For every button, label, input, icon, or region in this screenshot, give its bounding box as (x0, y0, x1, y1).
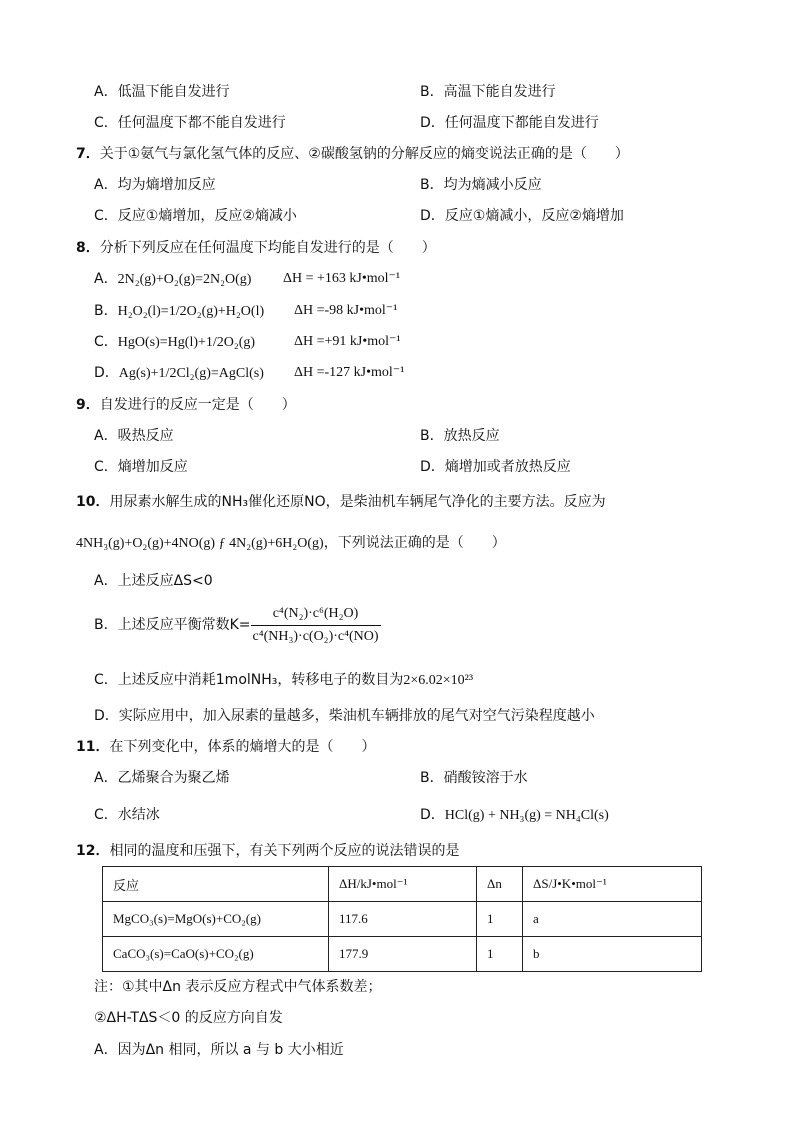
question-number: 10． (76, 494, 110, 510)
table-cell: 117.6 (329, 902, 477, 937)
table-cell: 177.9 (329, 937, 477, 972)
question-stem-tail: ，下列说法正确的是（ ） (323, 535, 506, 551)
q8-option-d (94, 363, 264, 384)
q9-option-b: B．放热反应 (420, 428, 500, 444)
q8-option-c (94, 332, 255, 353)
q10-option-d: D．实际应用中，加入尿素的量越多，柴油机车辆排放的尾气对空气污染程度越小 (94, 708, 595, 724)
question-stem: 自发进行的反应一定是（ ） (99, 397, 296, 413)
table-header: 反应 (103, 867, 329, 902)
q7-option-c: C．反应①熵增加，反应②熵减小 (94, 208, 297, 224)
q11-question (76, 737, 375, 757)
option-label: D． (420, 807, 445, 823)
q11-option-d (420, 805, 609, 826)
q6-option-c: C．任何温度下都不能自发进行 (94, 115, 286, 131)
q10-option-a: A．上述反应ΔS<0 (94, 573, 213, 589)
q8-option-a-enthalpy: ΔH = +163 kJ•mol⁻¹ (283, 271, 401, 286)
q6-option-a: A．低温下能自发进行 (94, 84, 230, 100)
table-row (103, 902, 702, 937)
chemical-equation: HCl(g) + NH₃(g) = NH₄Cl(s) (444, 808, 609, 823)
chemical-equation: H₂O₂(l)=1/2O₂(g)+H₂O(l) (117, 304, 265, 319)
question-stem: 在下列变化中，体系的熵增大的是（ ） (109, 739, 376, 755)
option-text: B．上述反应平衡常数K= (94, 617, 251, 633)
q10-option-c (94, 670, 473, 691)
fraction-numerator: c⁴(N₂)·c⁶(H₂O) (251, 604, 381, 626)
chemical-equation: HgO(s)=Hg(l)+1/2O₂(g) (117, 335, 256, 350)
q7-option-b: B．均为熵减小反应 (420, 177, 542, 193)
q12-note-2: ②ΔH-TΔS＜0 的反应方向自发 (94, 1010, 283, 1026)
table-header: ΔH/kJ•mol⁻¹ (329, 867, 477, 902)
q11-option-c: C．水结冰 (94, 807, 160, 823)
question-number: 12． (76, 843, 110, 859)
table-cell: CaCO₃(s)=CaO(s)+CO₂(g) (103, 937, 329, 972)
q7-option-a: A．均为熵增加反应 (94, 177, 216, 193)
chemical-equation: Ag(s)+1/2Cl₂(g)=AgCl(s) (118, 366, 264, 381)
table-cell: 1 (477, 902, 523, 937)
question-stem: 分析下列反应在任何温度下均能自发进行的是（ ） (99, 240, 436, 256)
q6-option-b: B．高温下能自发进行 (420, 84, 556, 100)
option-label: B． (94, 303, 118, 319)
q12-option-a: A．因为Δn 相同，所以 a 与 b 大小相近 (94, 1042, 344, 1058)
fraction-denominator: c⁴(NH₃)·c(O₂)·c⁴(NO) (252, 628, 379, 644)
table-row (103, 937, 702, 972)
table-cell: MgCO₃(s)=MgO(s)+CO₂(g) (103, 902, 329, 937)
option-text: C．上述反应中消耗1molNH₃，转移电子的数目为 (94, 672, 404, 688)
table-header: ΔS/J•K•mol⁻¹ (523, 867, 702, 902)
table-header-row (103, 867, 702, 902)
table-cell: a (523, 902, 702, 937)
question-number: 11． (76, 739, 110, 755)
q11-option-b: B．硝酸铵溶于水 (420, 770, 528, 786)
q8-option-d-enthalpy: ΔH =-127 kJ•mol⁻¹ (294, 365, 405, 380)
q12-note-1: 注：①其中Δn 表示反应方程式中气体系数差； (94, 979, 382, 995)
option-label: C． (94, 334, 118, 350)
q9-option-c: C．熵增加反应 (94, 459, 188, 475)
q8-option-b (94, 301, 264, 322)
table-header: Δn (477, 867, 523, 902)
q8-option-a (94, 269, 251, 290)
q12-question (76, 841, 459, 861)
q8-question (76, 238, 436, 258)
question-number: 9． (76, 397, 100, 413)
reaction-data-table (102, 866, 702, 972)
question-number: 7． (76, 146, 100, 162)
question-stem: 用尿素水解生成的NH₃催化还原NO，是柴油机车辆尾气净化的主要方法。反应为 (109, 494, 606, 510)
question-stem: 相同的温度和压强下，有关下列两个反应的说法错误的是 (109, 843, 460, 859)
question-stem: 关于①氨气与氯化氢气体的反应、②碳酸氢钠的分解反应的熵变说法正确的是（ ） (99, 146, 629, 162)
electron-count: 2×6.02×10²³ (403, 673, 474, 688)
option-label: A． (94, 271, 118, 287)
q11-option-a: A．乙烯聚合为聚乙烯 (94, 770, 230, 786)
q6-option-d: D．任何温度下都能自发进行 (420, 115, 599, 131)
q7-option-d: D．反应①熵减小，反应②熵增加 (420, 208, 624, 224)
q10-reaction-line (76, 533, 506, 554)
q9-option-d: D．熵增加或者放热反应 (420, 459, 571, 475)
equilibrium-constant-fraction (251, 604, 381, 647)
q7-question (76, 144, 629, 164)
q8-option-c-enthalpy: ΔH =+91 kJ•mol⁻¹ (294, 334, 401, 349)
option-label: D． (94, 365, 119, 381)
q10-question (76, 492, 606, 512)
table-cell: b (523, 937, 702, 972)
q9-question (76, 395, 296, 415)
q9-option-a: A．吸热反应 (94, 428, 174, 444)
q8-option-b-enthalpy: ΔH =-98 kJ•mol⁻¹ (294, 303, 398, 318)
table-cell: 1 (477, 937, 523, 972)
q10-option-b (94, 603, 381, 647)
chemical-equation: 2N₂(g)+O₂(g)=2N₂O(g) (117, 272, 252, 287)
chemical-equation: 4NH₃(g)+O₂(g)+4NO(g) ƒ 4N₂(g)+6H₂O(g) (76, 536, 324, 551)
question-number: 8． (76, 240, 100, 256)
